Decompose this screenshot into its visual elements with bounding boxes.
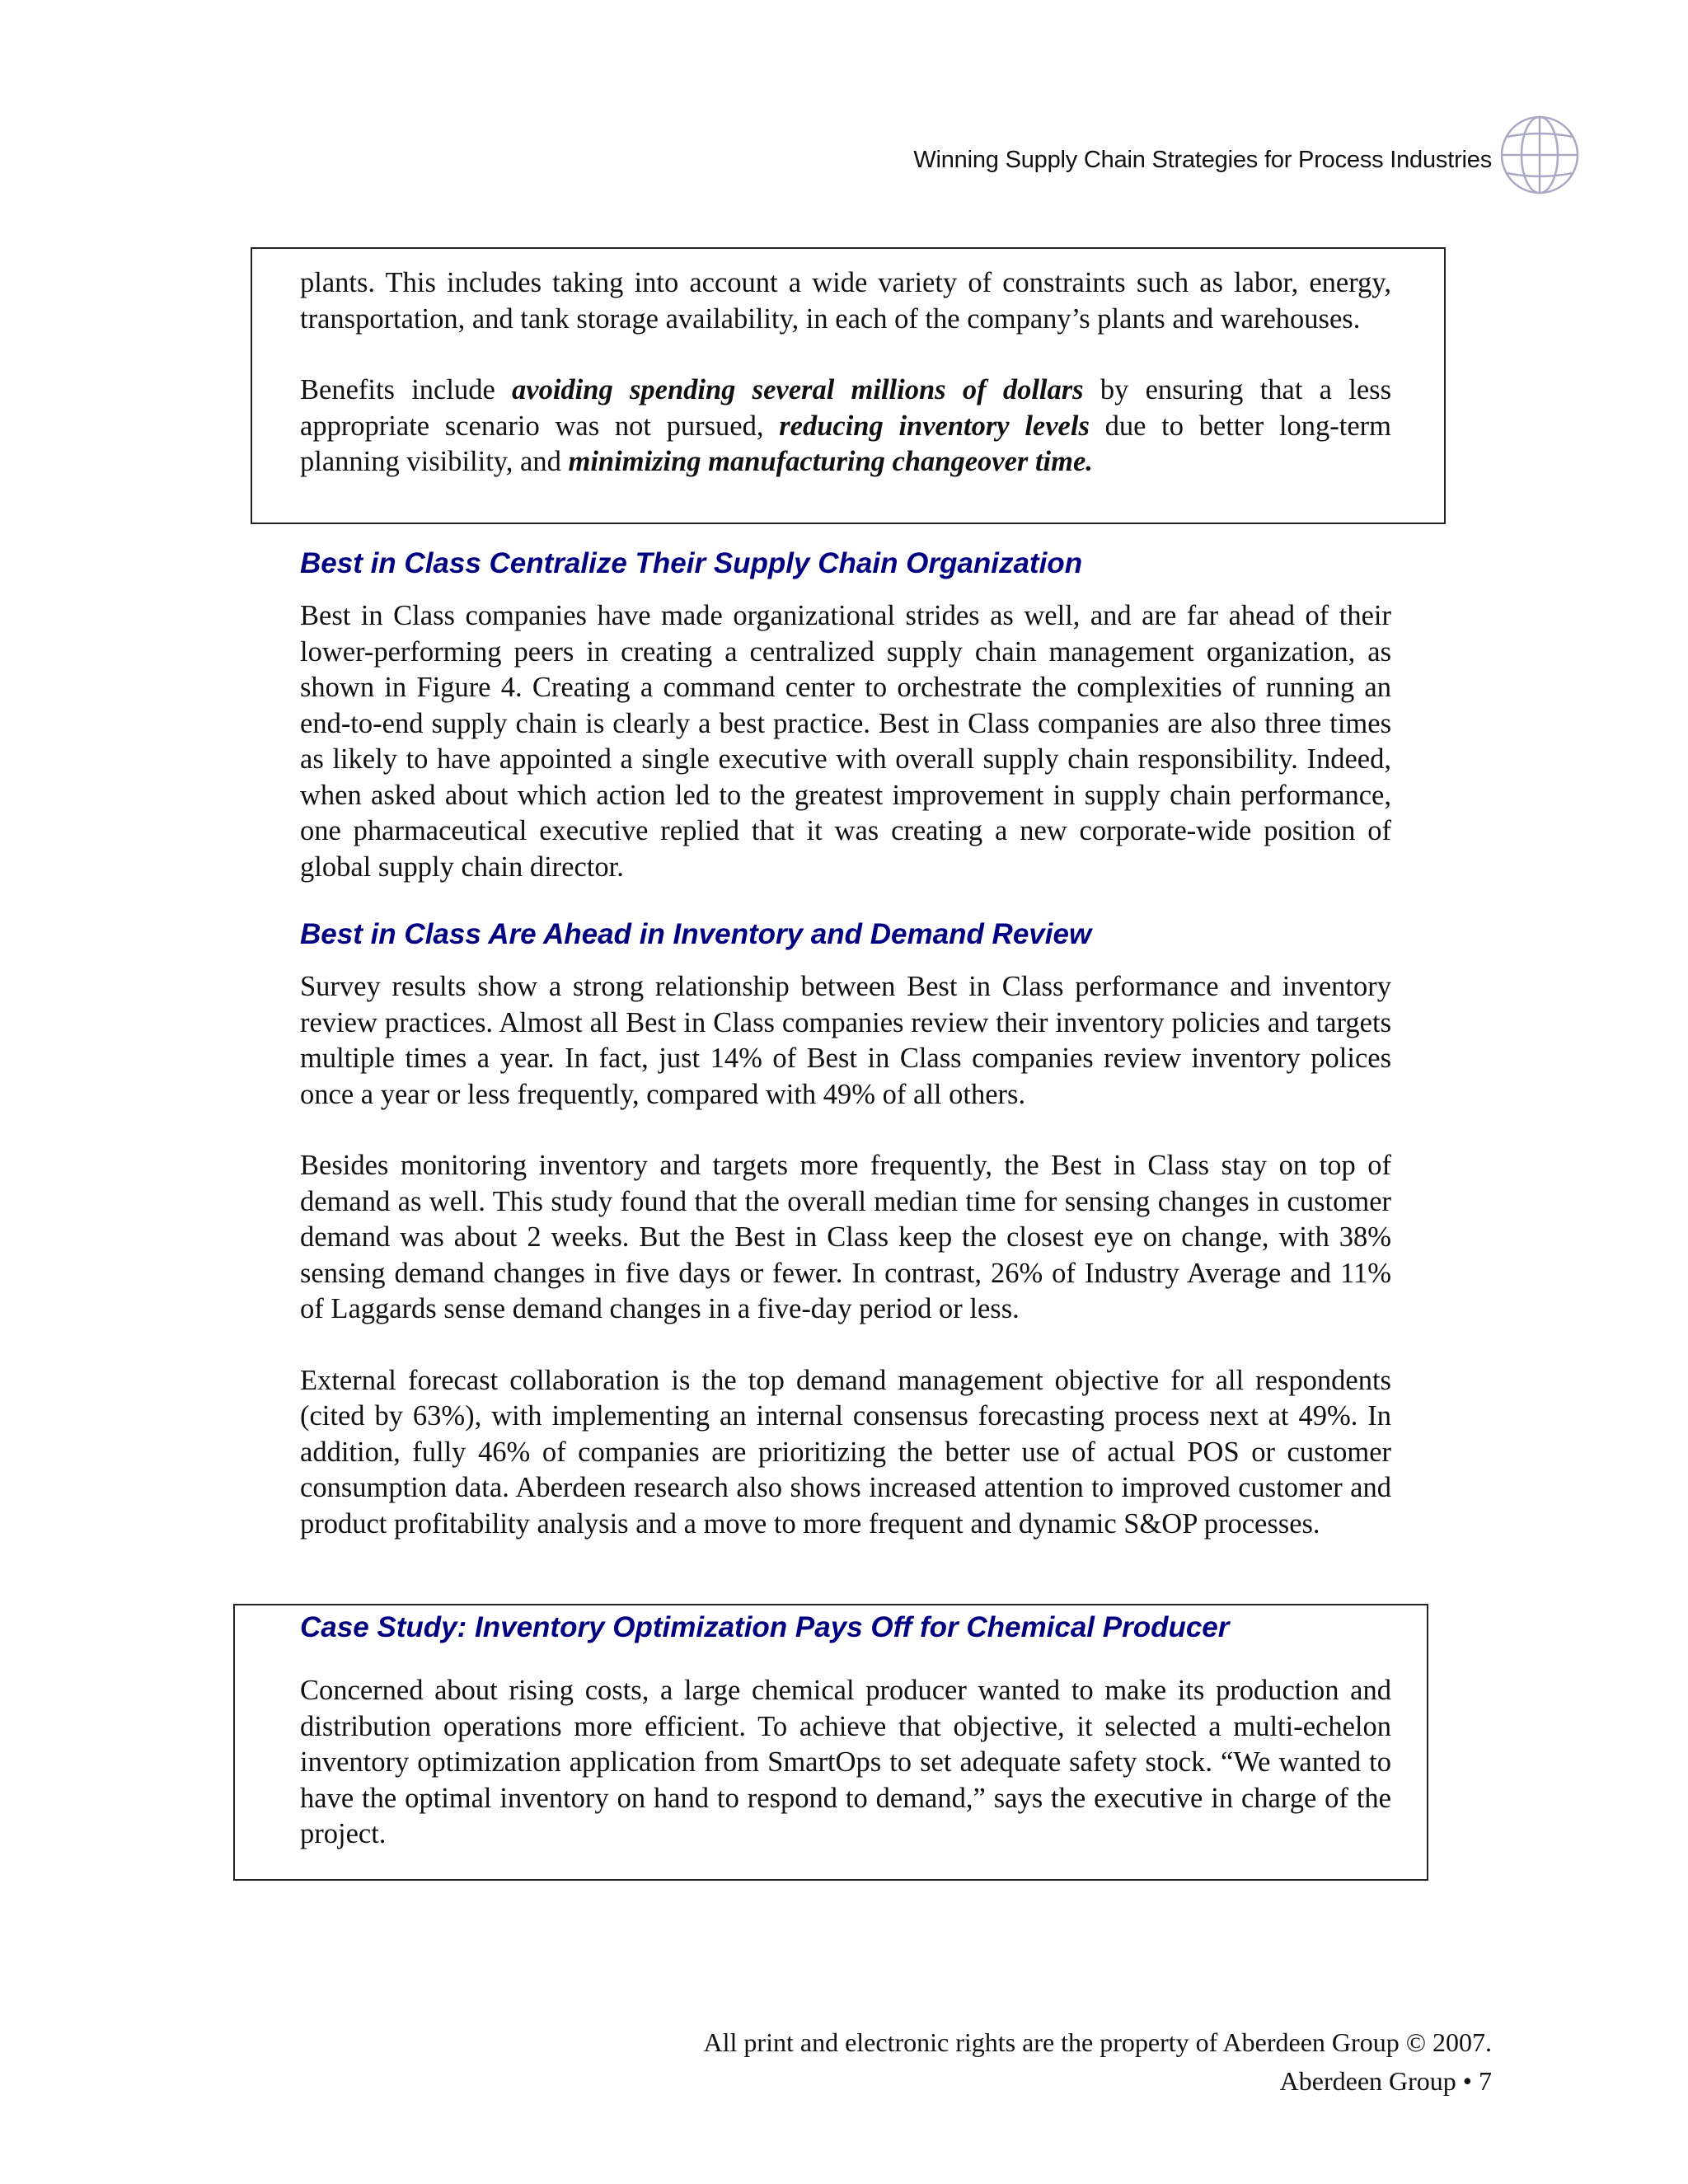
footer-page-number: Aberdeen Group • 7 bbox=[1279, 2066, 1492, 2096]
section-heading-inventory: Best in Class Are Ahead in Inventory and Demand Review bbox=[300, 918, 1092, 950]
case-study-heading: Case Study: Inventory Optimization Pays Off for Chemical Producer bbox=[300, 1611, 1230, 1643]
intro-paragraph: plants. This includes taking into account a wide variety of constraints such as labor, energy, transportation, and tank storage availability, in each of the company’s plants and warehouses. bbox=[300, 267, 1391, 335]
benefit-highlight-1: avoiding spending several millions of dollars bbox=[512, 374, 1084, 405]
section-inventory-body bbox=[300, 969, 1391, 1542]
globe-icon bbox=[1498, 114, 1581, 196]
footer-rights: All print and electronic rights are the property of Aberdeen Group © 2007. bbox=[703, 2027, 1492, 2057]
intro-box-text bbox=[300, 265, 1391, 480]
benefit-highlight-2: reducing inventory levels bbox=[779, 410, 1090, 442]
paragraph: External forecast collaboration is the top demand management objective for all respondents (cited by 63%), with implementing an internal consensus forecasting process next at 49%. In addition, fully 46% of companies are prioritizing the better use of actual POS or customer consumption data. Aberdeen research also shows increased attention to improved customer and product profitability analysis and a move to more frequent and dynamic S&OP processes. bbox=[300, 1364, 1391, 1540]
benefit-highlight-3: minimizing manufacturing changeover time. bbox=[568, 446, 1093, 477]
paragraph: Besides monitoring inventory and targets more frequently, the Best in Class stay on top of demand as well. This study found that the overall median time for sensing changes in customer demand was about 2 weeks. But the Best in Class keep the closest eye on change, with 38% sensing demand changes in five days or fewer. In contrast, 26% of Industry Average and 11% of Laggards sense demand changes in a five-day period or less. bbox=[300, 1150, 1391, 1324]
paragraph: Concerned about rising costs, a large chemical producer wanted to make its production and distribution operations more efficient. To achieve that objective, it selected a multi-echelon inventory optimization application from SmartOps to set adequate safety stock. “We wanted to have the optimal inventory on hand to respond to demand,” says the executive in charge of the project. bbox=[300, 1675, 1391, 1849]
paragraph: Best in Class companies have made organizational strides as well, and are far ahead of their lower-performing peers in creating a centralized supply chain management organization, as shown in Figure 4. Creating a command center to orchestrate the complexities of running an end-to-end supply chain is clearly a best practice. Best in Class companies are also three times as likely to have appointed a single executive with overall supply chain responsibility. Indeed, when asked about which action led to the greatest improvement in supply chain performance, one pharmaceutical executive replied that it was creating a new corporate-wide position of global supply chain director. bbox=[300, 600, 1391, 883]
section-centralize-body bbox=[300, 598, 1391, 885]
paragraph: Survey results show a strong relationship between Best in Class performance and inventory review practices. Almost all Best in Class companies review their inventory policies and targets multiple times a year. In fact, just 14% of Best in Class companies review inventory polices once a year or less frequently, compared with 49% of all others. bbox=[300, 971, 1391, 1110]
page-header-title: Winning Supply Chain Strategies for Process Industries bbox=[913, 147, 1492, 173]
benefits-paragraph: Benefits include avoiding spending several millions of dollars by ensuring that a less appropriate scenario was not pursued, reducing inventory levels due to better long-term planning visibility, and minimizing manufacturing changeover time. bbox=[300, 374, 1391, 477]
case-study-body bbox=[300, 1673, 1391, 1853]
section-heading-centralize: Best in Class Centralize Their Supply Chain Organization bbox=[300, 547, 1083, 579]
